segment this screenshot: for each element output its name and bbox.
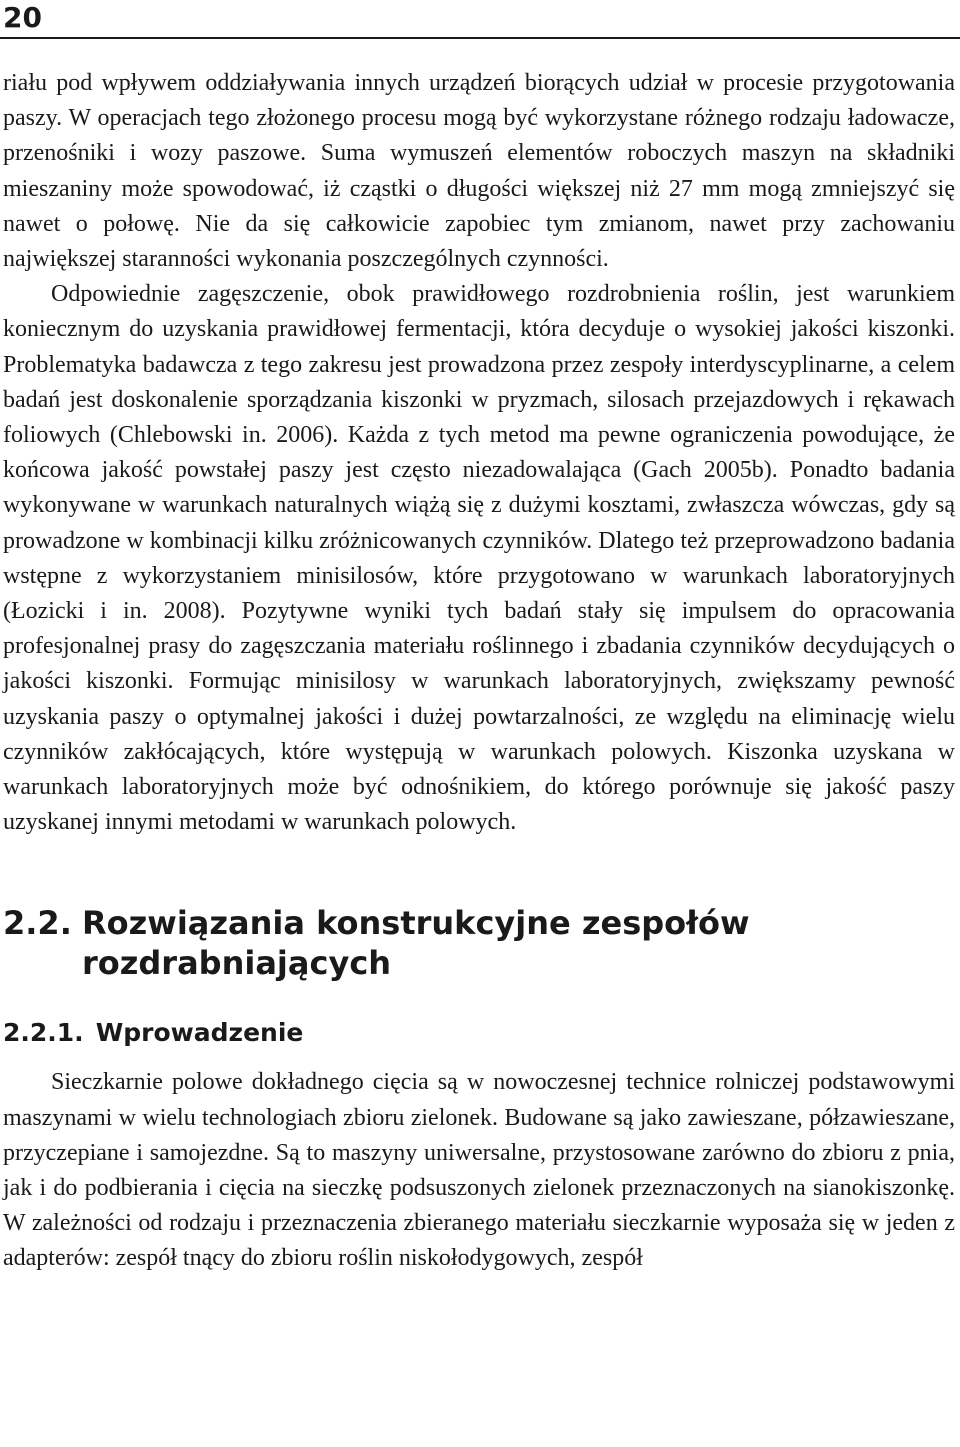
page-number: 20: [3, 1, 42, 34]
body-text: [3, 66, 955, 840]
page-content: [3, 66, 955, 1277]
paragraph: riału pod wpływem oddziaływania innych urządzeń biorących udział w procesie przygotowania paszy. W operacjach tego złożonego procesu mogą być wykorzystane różnego rodzaju ładowacze, przenośniki i wozy paszowe. Suma wymuszeń elementów roboczych maszyn na składniki mieszaniny może spowodować, iż cząstki o długości większej niż 27 mm mogą zmniejszyć się nawet o połowę. Nie da się całkowicie zapobiec tym zmianom, nawet przy zachowaniu największej staranności wykonania poszczególnych czynności.: [3, 70, 955, 273]
section-title: Rozwiązania konstrukcyjne zespołów rozdrabniających: [82, 904, 750, 983]
subsection-number: 2.2.1.: [3, 1018, 84, 1048]
paragraph: Sieczkarnie polowe dokładnego cięcia są w nowoczesnej technice rolniczej podstawowymi maszynami w wielu technologiach zbioru zielonek. Budowane są jako zawieszane, półzawieszane, przyczepiane i samojezdne. Są to maszyny uniwersalne, przystosowane zarówno do zbioru z pnia, jak i do podbierania i cięcia na sieczkę podsuszonych zielonek przeznaczonych na sianokiszonkę. W zależności od rodzaju i przeznaczenia zbieranego materiału sieczkarnie wyposaża się w jeden z adapterów: zespół tnący do zbioru roślin niskołodygowych, zespół: [3, 1069, 955, 1272]
subsection-body: [3, 1065, 955, 1276]
section-number: 2.2.: [3, 904, 72, 943]
section-heading: [3, 903, 955, 983]
header-rule: [0, 37, 960, 39]
subsection-heading: [3, 1017, 955, 1049]
subsection-title: Wprowadzenie: [95, 1018, 304, 1048]
page-header: [0, 0, 960, 40]
paragraph: Odpowiednie zagęszczenie, obok prawidłowego rozdrobnienia roślin, jest warunkiem koniecznym do uzyskania prawidłowej fermentacji, która decyduje o wysokiej jakości kiszonki. Problematyka badawcza z tego zakresu jest prowadzona przez zespoły interdyscyplinarne, a celem badań jest doskonalenie sporządzania kiszonki w pryzmach, silosach przejazdowych i rękawach foliowych (Chlebowski in. 2006). Każda z tych metod ma pewne ograniczenia powodujące, że końcowa jakość powstałej paszy jest często niezadowalająca (Gach 2005b). Ponadto badania wykonywane w warunkach naturalnych wiążą się z dużymi kosztami, zwłaszcza wówczas, gdy są prowadzone w kombinacji kilku zróżnicowanych czynników. Dlatego też przeprowadzono badania wstępne z wykorzystaniem minisilosów, które przygotowano w warunkach laboratoryjnych (Łozicki i in. 2008). Pozytywne wyniki tych badań stały się impulsem do opracowania profesjonalnej prasy do zagęszczania materiału roślinnego i zbadania czynników decydujących o jakości kiszonki. Formując minisilosy w warunkach laboratoryjnych, zwiększamy pewność uzyskania paszy o optymalnej jakości i dużej powtarzalności, ze względu na eliminację wielu czynników zakłócających, które występują w warunkach polowych. Kiszonka uzyskana w warunkach laboratoryjnych może być odnośnikiem, do którego porównuje się jakość paszy uzyskanej innymi metodami w warunkach polowych.: [3, 281, 955, 836]
